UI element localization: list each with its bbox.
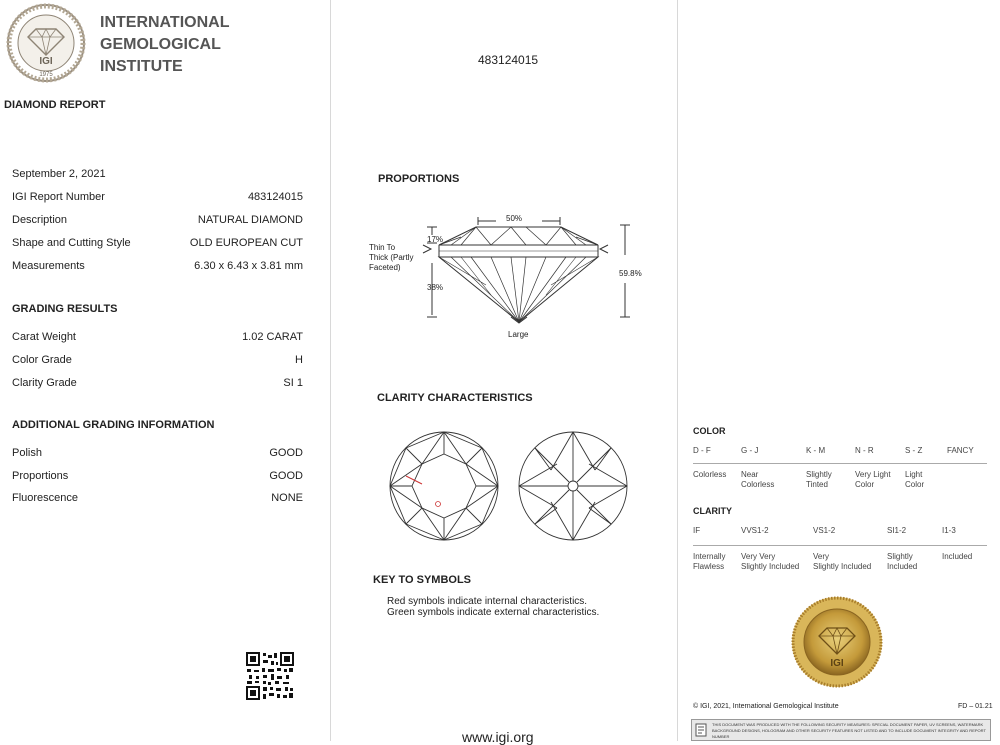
report-title: DIAMOND REPORT: [4, 99, 106, 111]
row-value: GOOD: [269, 470, 303, 482]
color-desc: Tinted: [806, 480, 828, 489]
qr-code[interactable]: [246, 652, 294, 700]
clarity-desc: Very Very: [741, 552, 776, 561]
additional-info-heading: ADDITIONAL GRADING INFORMATION: [12, 419, 215, 431]
girdle-label: [369, 243, 413, 273]
row-value: GOOD: [269, 447, 303, 459]
row-value: OLD EUROPEAN CUT: [189, 237, 303, 249]
key-to-symbols-heading: KEY TO SYMBOLS: [373, 574, 472, 586]
logo-year: 1975: [39, 72, 53, 78]
table-percentage: 50%: [506, 214, 523, 223]
report-date: September 2, 2021: [12, 168, 106, 180]
row-label: Shape and Cutting Style: [12, 237, 131, 249]
org-name: [100, 12, 229, 78]
row-value: H: [295, 354, 303, 366]
clarity-desc: Flawless: [693, 562, 725, 571]
color-desc: Colorless: [741, 480, 775, 489]
igi-logo: [6, 3, 86, 83]
proportions-diagram: [361, 205, 651, 345]
color-desc: Near: [741, 470, 759, 479]
color-desc: Slightly: [806, 470, 832, 479]
report-right-panel: [678, 0, 1000, 741]
row-label: Clarity Grade: [12, 377, 77, 389]
row-label: IGI Report Number: [12, 191, 105, 203]
girdle-label-line-1: Thin To: [369, 243, 396, 252]
clarity-desc: Included: [887, 562, 918, 571]
clarity-desc: Slightly: [887, 552, 913, 561]
color-desc: Color: [905, 480, 925, 489]
color-desc: Colorless: [693, 470, 727, 479]
org-line-2: GEMOLOGICAL: [100, 36, 221, 53]
clarity-scale-heading: CLARITY: [693, 506, 732, 516]
copyright: © IGI, 2021, International Gemological Institute: [693, 703, 839, 710]
color-scale-heading: COLOR: [693, 426, 726, 436]
clarity-desc: Slightly Included: [741, 562, 800, 571]
key-line-internal: Red symbols indicate internal characteristics.: [387, 596, 588, 607]
row-value: NONE: [271, 492, 303, 504]
clarity-plot-crown: [388, 430, 500, 542]
gold-security-seal: [791, 596, 883, 688]
row-label: Measurements: [12, 260, 85, 272]
divider: [693, 545, 987, 546]
row-label: Polish: [12, 447, 42, 459]
clarity-desc: Very: [813, 552, 830, 561]
color-grade: S - Z: [905, 446, 923, 455]
clarity-desc: Internally: [693, 552, 726, 561]
row-label: Proportions: [12, 470, 69, 482]
clarity-desc: Slightly Included: [813, 562, 872, 571]
row-value: 483124015: [247, 191, 303, 203]
crown-percentage: 17%: [427, 235, 444, 244]
row-value: SI 1: [283, 377, 303, 389]
clarity-desc: Included: [942, 552, 973, 561]
row-value: NATURAL DIAMOND: [197, 214, 303, 226]
row-label: Color Grade: [12, 354, 72, 366]
logo-igi-text: IGI: [39, 56, 53, 67]
color-grade: G - J: [741, 446, 759, 455]
color-grade: K - M: [806, 446, 826, 455]
report-left-panel: [0, 0, 331, 741]
culet-label: Large: [508, 330, 529, 339]
clarity-grade: IF: [693, 526, 701, 535]
report-number-header: 483124015: [478, 53, 539, 67]
clarity-grade: VS1-2: [813, 526, 836, 535]
row-label: Carat Weight: [12, 331, 76, 343]
clarity-characteristics-heading: CLARITY CHARACTERISTICS: [377, 392, 533, 404]
depth-percentage: 59.8%: [619, 269, 642, 278]
color-grade: D - F: [693, 446, 711, 455]
pavilion-percentage: 38%: [427, 283, 444, 292]
girdle-label-line-2: Thick (Partly: [369, 253, 414, 262]
row-label: Fluorescence: [12, 492, 79, 504]
clarity-grade: VVS1-2: [741, 526, 769, 535]
divider: [693, 463, 987, 464]
girdle-label-line-3: Faceted): [369, 263, 401, 272]
website-link[interactable]: www.igi.org: [462, 729, 534, 745]
security-footer: [691, 719, 991, 741]
seal-text: IGI: [830, 658, 844, 669]
document-icon: [695, 723, 707, 737]
security-note: THIS DOCUMENT WAS PRODUCED WITH THE FOLLOWING SECURITY MEASURES: SPECIAL DOCUMENT PAPER, UV SCREENS, WATERMARK BACKGROUND DESIGNS, HOLOGRAM AND OTHER SECURITY FEATURES NOT LISTED AND TO INCLUDE DOCUMENT INTEGRITY AND REPORT NUMBER: [712, 722, 986, 739]
clarity-grade: SI1-2: [887, 526, 907, 535]
color-desc: Very Light: [855, 470, 891, 479]
row-value: 1.02 CARAT: [242, 331, 303, 343]
clarity-plot-pavilion: [517, 430, 629, 542]
color-desc: Color: [855, 480, 875, 489]
row-label: Description: [12, 214, 68, 226]
form-code: FD – 01.21: [958, 703, 993, 710]
org-line-3: INSTITUTE: [100, 58, 183, 75]
key-line-external: Green symbols indicate external characteristics.: [387, 607, 600, 618]
row-value: 6.30 x 6.43 x 3.81 mm: [194, 260, 303, 272]
report-middle-panel: [331, 0, 678, 745]
color-grade: FANCY: [947, 446, 974, 455]
org-line-1: INTERNATIONAL: [100, 14, 230, 31]
color-grade: N - R: [855, 446, 874, 455]
grading-results-heading: GRADING RESULTS: [12, 303, 118, 315]
proportions-heading: PROPORTIONS: [378, 173, 460, 185]
color-desc: Light: [905, 470, 923, 479]
clarity-grade: I1-3: [942, 526, 956, 535]
